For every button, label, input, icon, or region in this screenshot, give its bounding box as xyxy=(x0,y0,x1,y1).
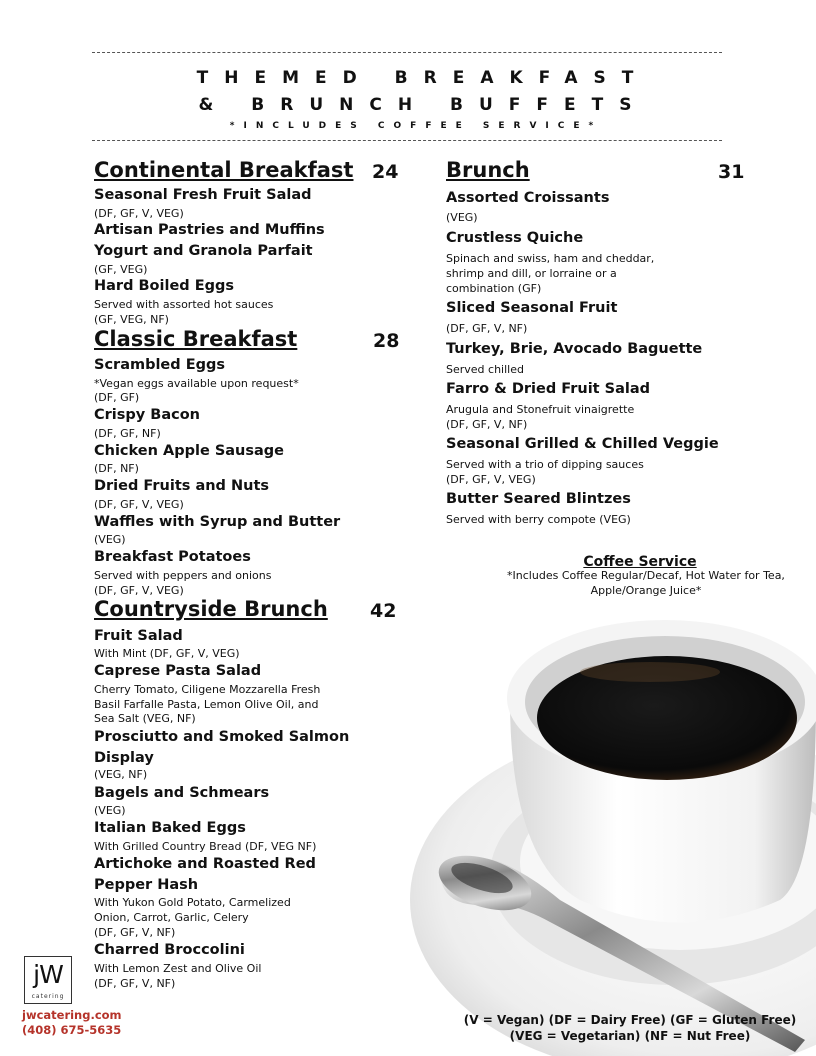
menu-item-desc: (DF, GF) xyxy=(94,391,140,404)
menu-item: Pepper Hash xyxy=(94,877,199,893)
menu-item: Farro & Dried Fruit Salad xyxy=(446,381,651,397)
menu-item-desc: *Vegan eggs available upon request* xyxy=(94,377,299,390)
menu-item-desc: (VEG) xyxy=(446,211,478,224)
menu-item: Fruit Salad xyxy=(94,628,183,644)
countryside-price: 42 xyxy=(370,600,397,622)
menu-item-desc: (DF, GF, NF) xyxy=(94,427,161,440)
menu-item-desc: With Lemon Zest and Olive Oil xyxy=(94,962,262,975)
legend-line-1: (V = Vegan) (DF = Dairy Free) (GF = Gluten Free) xyxy=(463,1013,797,1027)
menu-item: Italian Baked Eggs xyxy=(94,820,246,836)
brunch-title: Brunch xyxy=(446,158,530,182)
continental-title: Continental Breakfast xyxy=(94,158,354,182)
menu-item-desc: With Yukon Gold Potato, Carmelized xyxy=(94,896,291,909)
menu-item-desc: With Grilled Country Bread (DF, VEG NF) xyxy=(94,840,317,853)
menu-item-desc: (DF, GF, V, NF) xyxy=(446,322,528,335)
menu-item-desc: (DF, GF, V, NF) xyxy=(446,418,528,431)
menu-item-desc: With Mint (DF, GF, V, VEG) xyxy=(94,647,240,660)
menu-item: Hard Boiled Eggs xyxy=(94,278,235,294)
menu-item: Seasonal Grilled & Chilled Veggie xyxy=(446,436,719,452)
menu-item-desc: (DF, GF, V, VEG) xyxy=(94,584,184,597)
menu-item-desc: (VEG) xyxy=(94,804,126,817)
menu-item-desc: Served with assorted hot sauces xyxy=(94,298,274,311)
menu-item-desc: shrimp and dill, or lorraine or a xyxy=(446,267,617,280)
menu-item-desc: Spinach and swiss, ham and cheddar, xyxy=(446,252,655,265)
menu-item-desc: Served with berry compote (VEG) xyxy=(446,513,631,526)
menu-item-desc: (VEG, NF) xyxy=(94,768,148,781)
title-line-1: THEMED BREAKFAST xyxy=(196,68,650,88)
menu-item-desc: (DF, GF, V, VEG) xyxy=(94,207,184,220)
menu-item-desc: (GF, VEG, NF) xyxy=(94,313,169,326)
legend-line-2: (VEG = Vegetarian) (NF = Nut Free) xyxy=(509,1029,751,1043)
jw-catering-logo xyxy=(24,956,72,1004)
menu-item: Breakfast Potatoes xyxy=(94,549,251,565)
menu-item-desc: (DF, NF) xyxy=(94,462,139,475)
menu-item-desc: Served with peppers and onions xyxy=(94,569,272,582)
menu-item: Artichoke and Roasted Red xyxy=(94,856,316,872)
menu-item-desc: Onion, Carrot, Garlic, Celery xyxy=(94,911,249,924)
coffee-service-title: Coffee Service xyxy=(583,554,697,570)
menu-item: Crustless Quiche xyxy=(446,230,584,246)
menu-item: Caprese Pasta Salad xyxy=(94,663,262,679)
menu-item-desc: Sea Salt (VEG, NF) xyxy=(94,712,196,725)
coffee-cup-image xyxy=(410,600,816,1056)
countryside-title: Countryside Brunch xyxy=(94,597,328,621)
menu-item: Charred Broccolini xyxy=(94,942,245,958)
classic-price: 28 xyxy=(373,330,400,352)
brunch-price: 31 xyxy=(718,161,745,183)
top-divider xyxy=(92,52,722,53)
menu-item-desc: (DF, GF, V, VEG) xyxy=(94,498,184,511)
bottom-divider xyxy=(92,140,722,141)
menu-item: Display xyxy=(94,750,154,766)
menu-item: Bagels and Schmears xyxy=(94,785,270,801)
menu-item: Turkey, Brie, Avocado Baguette xyxy=(446,341,703,357)
menu-item-desc: Served with a trio of dipping sauces xyxy=(446,458,644,471)
menu-item: Waffles with Syrup and Butter xyxy=(94,514,341,530)
logo-mark: jW xyxy=(33,960,63,989)
website-link[interactable]: jwcatering.com xyxy=(22,1008,122,1022)
menu-item-desc: (DF, GF, V, NF) xyxy=(94,977,176,990)
continental-price: 24 xyxy=(372,161,399,183)
subtitle: *INCLUDES COFFEE SERVICE* xyxy=(229,121,603,131)
menu-item: Artisan Pastries and Muffins xyxy=(94,222,325,238)
phone-number: (408) 675-5635 xyxy=(22,1023,122,1037)
menu-item: Prosciutto and Smoked Salmon xyxy=(94,729,350,745)
menu-item: Assorted Croissants xyxy=(446,190,610,206)
classic-title: Classic Breakfast xyxy=(94,327,298,351)
menu-item-desc: Arugula and Stonefruit vinaigrette xyxy=(446,403,635,416)
coffee-service-desc: *Includes Coffee Regular/Decaf, Hot Water for Tea, Apple/Orange Juice* xyxy=(507,569,785,597)
logo-subtext: catering xyxy=(31,993,65,1000)
menu-item: Dried Fruits and Nuts xyxy=(94,478,270,494)
menu-item-desc: Served chilled xyxy=(446,363,524,376)
menu-item: Crispy Bacon xyxy=(94,407,200,423)
menu-item: Seasonal Fresh Fruit Salad xyxy=(94,187,312,203)
menu-item: Yogurt and Granola Parfait xyxy=(94,243,313,259)
menu-item-desc: Basil Farfalle Pasta, Lemon Olive Oil, and xyxy=(94,698,319,711)
menu-item: Butter Seared Blintzes xyxy=(446,491,631,507)
menu-item-desc: (GF, VEG) xyxy=(94,263,148,276)
menu-item-desc: Cherry Tomato, Ciligene Mozzarella Fresh xyxy=(94,683,321,696)
menu-item-desc: combination (GF) xyxy=(446,282,542,295)
menu-item: Scrambled Eggs xyxy=(94,357,225,373)
dietary-legend xyxy=(455,1012,805,1044)
menu-item: Chicken Apple Sausage xyxy=(94,443,285,459)
title-line-2: & BRUNCH BUFFETS xyxy=(198,95,648,115)
menu-item-desc: (DF, GF, V, NF) xyxy=(94,926,176,939)
menu-item-desc: (DF, GF, V, VEG) xyxy=(446,473,536,486)
menu-item: Sliced Seasonal Fruit xyxy=(446,300,618,316)
menu-item-desc: (VEG) xyxy=(94,533,126,546)
